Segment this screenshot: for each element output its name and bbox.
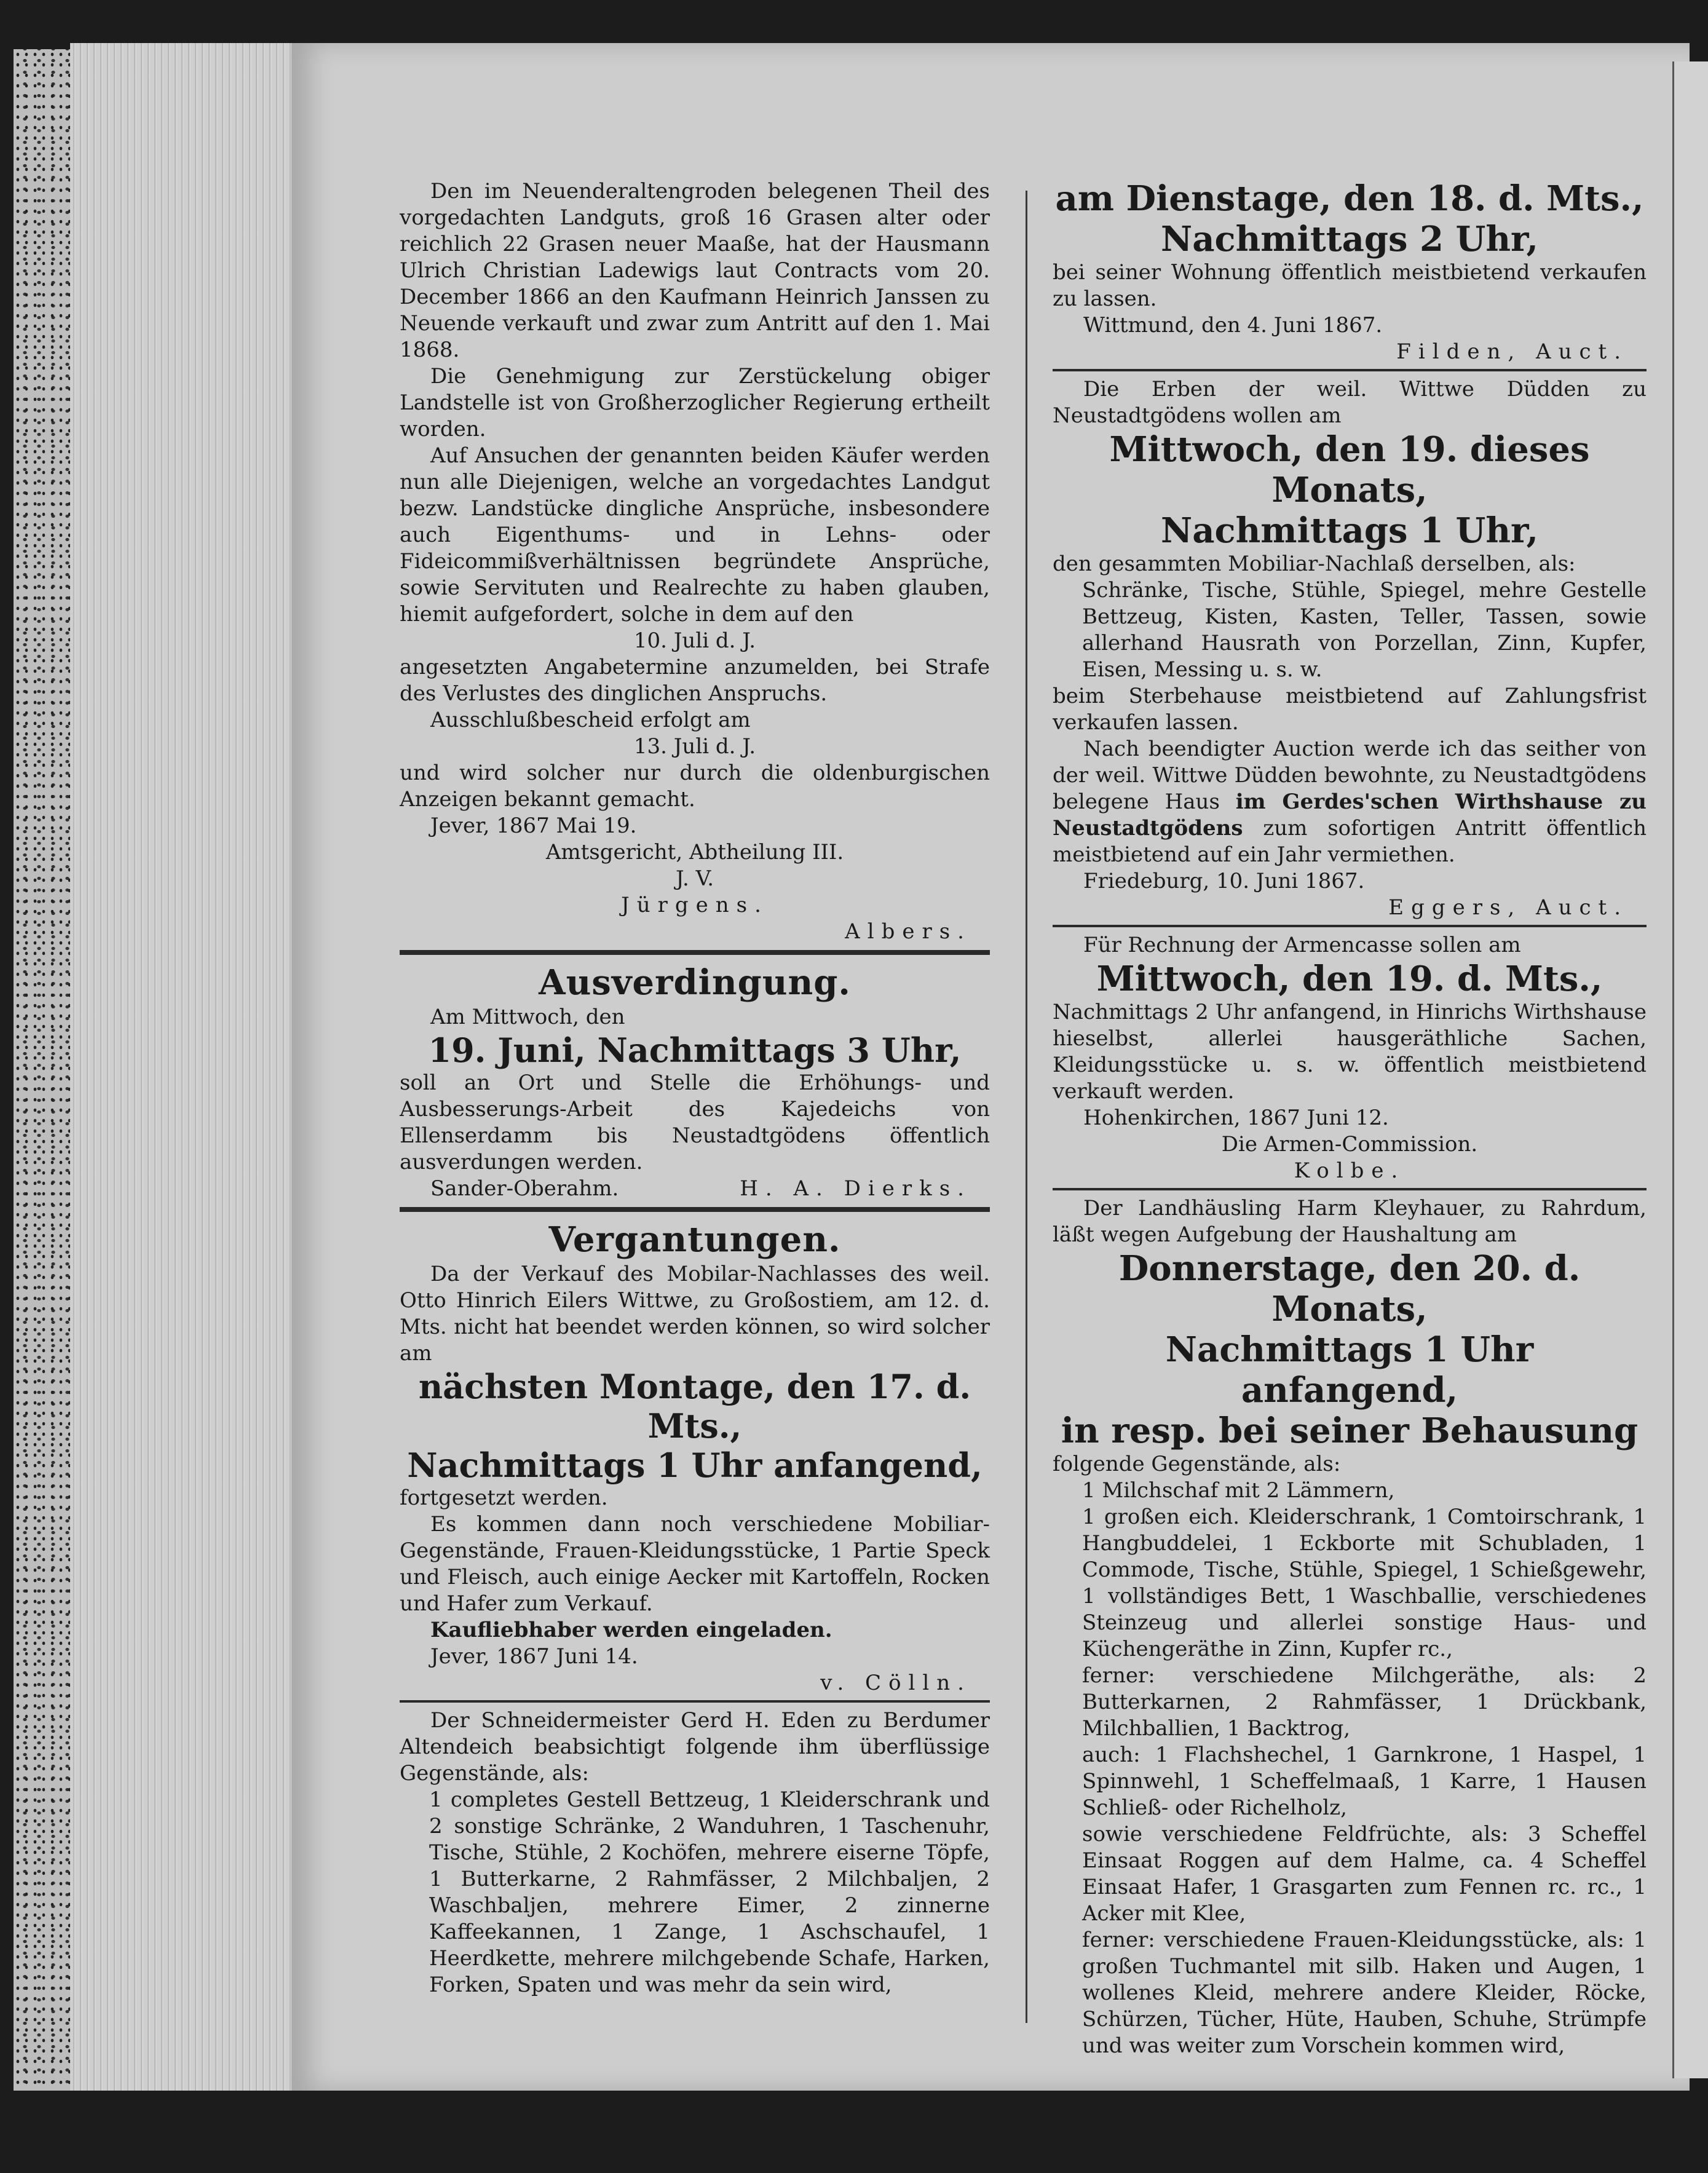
divider xyxy=(400,950,990,955)
divider xyxy=(400,1700,990,1703)
item-list: ferner: verschiedene Frauen-Kleidungsstücke, als: 1 großen Tuchmantel mit silb. Haken und Augen, 1 wollenes Kleid, mehrere andere Kleider, Röcke, Schürzen, Tücher, Hüte, Hauben, Schuhe, Strümpfe und was weiter zum Vorschein kommen wird, xyxy=(1082,1928,1647,2058)
text: zum sofortigen Antritt öffentlich meistbietend auf ein Jahr vermiethen. xyxy=(1053,816,1647,867)
place-date: Jever, 1867 Mai 19. xyxy=(430,813,637,838)
divider xyxy=(400,1207,990,1212)
signature: Eggers, Auct. xyxy=(1388,895,1628,920)
item-list: auch: 1 Flachshechel, 1 Garnkrone, 1 Haspel, 1 Spinnwehl, 1 Scheffelmaaß, 1 Karre, 1 Hausen Schließ- oder Richelholz, xyxy=(1082,1743,1647,1820)
event-location: in resp. bei seiner Behausung xyxy=(1061,1411,1639,1451)
event-time: Nachmittags 1 Uhr, xyxy=(1161,510,1538,551)
right-column xyxy=(1053,178,1647,2059)
item-list: sowie verschiedene Feldfrüchte, als: 3 Scheffel Einsaat Roggen auf dem Halme, ca. 4 Scheffel Einsaat Hafer, 1 Grasgarten zum Fennen rc. rc., 1 Acker mit Klee, xyxy=(1082,1822,1647,1926)
signature: v. Cölln. xyxy=(820,1671,971,1695)
place-date: Friedeburg, 10. Juni 1867. xyxy=(1083,869,1365,893)
paragraph: Für Rechnung der Armencasse sollen am xyxy=(1083,933,1521,957)
paragraph: Die Genehmigung zur Zerstückelung obiger Landstelle ist von Großherzoglicher Regierung ertheilt worden. xyxy=(400,364,990,441)
paragraph: soll an Ort und Stelle die Erhöhungs- und Ausbesserungs-Arbeit des Kajedeichs von Ellenserdamm bis Neustadtgödens öffentlich ausverdungen werden. xyxy=(400,1071,990,1174)
place-sign-line xyxy=(400,1176,990,1202)
court-name: Amtsgericht, Abtheilung III. xyxy=(545,840,844,865)
item-list: ferner: verschiedene Milchgeräthe, als: 2 Butterkarnen, 2 Rahmfässer, 1 Drückbank, Milchballien, 1 Backtrog, xyxy=(1082,1663,1647,1741)
commission: Die Armen-Commission. xyxy=(1221,1132,1478,1157)
signature: Jürgens. xyxy=(621,893,769,917)
event-time: Nachmittags 2 Uhr, xyxy=(1161,219,1538,259)
place-date: Wittmund, den 4. Juni 1867. xyxy=(1083,313,1383,338)
paragraph xyxy=(1053,736,1647,868)
paragraph: und wird solcher nur durch die oldenburgischen Anzeigen bekannt gemacht. xyxy=(400,761,990,812)
section-heading: Ausverdingung. xyxy=(539,962,851,1003)
paragraph: Auf Ansuchen der genannten beiden Käufer werden nun alle Diejenigen, welche an vorgedachtes Landgut bezw. Landstücke dingliche Ansprüche, insbesondere auch Eigenthums- und in Lehns- oder Fideicommißverhältnissen begründete Ansprüche, sowie Servituten und Realrechte zu haben glauben, hiemit aufgefordert, solche in dem auf den xyxy=(400,443,990,627)
signature: Filden, Auct. xyxy=(1396,339,1628,364)
item-list: 1 Milchschaf mit 2 Lämmern, xyxy=(1082,1478,1395,1503)
paragraph: den gesammten Mobiliar-Nachlaß derselben, als: xyxy=(1053,552,1576,576)
location-emphasis: im Gerdes'schen Wirthshause zu Neustadtgödens xyxy=(1053,790,1647,841)
notice-wittmund xyxy=(1053,178,1647,365)
event-date: Mittwoch, den 19. d. Mts., xyxy=(1096,959,1603,999)
item-list: Schränke, Tische, Stühle, Spiegel, mehre Gestelle Bettzeug, Kisten, Kasten, Teller, Tassen, sowie allerhand Hausrath von Porzellan, Zinn, Kupfer, Eisen, Messing u. s. w. xyxy=(1082,578,1647,682)
notice-eden xyxy=(400,1708,990,1998)
paragraph: Den im Neuenderaltengroden belegenen Theil des vorgedachten Landguts, groß 16 Grasen alter oder reichlich 22 Grasen neuer Maaße, hat der Hausmann Ulrich Christian Ladewigs laut Contracts vom 20. December 1866 an den Kaufmann Heinrich Janssen zu Neuende verkauft und zwar zum Antritt auf den 1. Mai 1868. xyxy=(400,179,990,362)
paragraph: folgende Gegenstände, als: xyxy=(1053,1452,1341,1476)
event-time: Nachmittags 1 Uhr anfangend, xyxy=(407,1446,982,1485)
signature: H. A. Dierks. xyxy=(740,1176,971,1201)
notice-landgut xyxy=(400,178,990,945)
signature: Albers. xyxy=(845,919,971,944)
page-stack xyxy=(70,43,291,2091)
paragraph: Ausschlußbescheid erfolgt am xyxy=(430,708,751,732)
paragraph: angesetzten Angabetermine anzumelden, bei Strafe des Verlustes des dinglichen Anspruchs. xyxy=(400,655,990,706)
event-date: Mittwoch, den 19. dieses Monats, xyxy=(1109,429,1590,510)
place: Sander-Oberahm. xyxy=(430,1176,619,1201)
facing-page-edge xyxy=(1672,61,1708,2078)
signature: Kolbe. xyxy=(1294,1158,1406,1183)
in-vertretung: J. V. xyxy=(675,866,714,891)
divider xyxy=(1053,1188,1647,1190)
notice-armencasse xyxy=(1053,932,1647,1184)
paragraph: Die Erben der weil. Wittwe Düdden zu Neustadtgödens wollen am xyxy=(1053,377,1647,428)
item-list: 1 großen eich. Kleiderschrank, 1 Comtoirschrank, 1 Hangbuddelei, 1 Eckborte mit Schubladen, 1 Commode, Tische, Stühle, Spiegel, 1 Schießgewehr, 1 vollständiges Bett, 1 Waschballie, verschiedenes Steinzeug und allerlei sonstige Haus- und Küchengeräthe in Zinn, Kupfer rc., xyxy=(1082,1505,1647,1661)
event-date: am Dienstage, den 18. d. Mts., xyxy=(1055,178,1644,219)
event-date: 19. Juni, Nachmittags 3 Uhr, xyxy=(428,1031,962,1070)
paragraph: Der Schneidermeister Gerd H. Eden zu Berdumer Altendeich beabsichtigt folgende ihm überflüssige Gegenstände, als: xyxy=(400,1708,990,1786)
paragraph: Der Landhäusling Harm Kleyhauer, zu Rahrdum, läßt wegen Aufgebung der Haushaltung am xyxy=(1053,1196,1647,1247)
place-date: Hohenkirchen, 1867 Juni 12. xyxy=(1083,1106,1389,1130)
left-column xyxy=(400,178,990,1998)
book-edge-speckled xyxy=(14,49,70,2091)
paragraph: Kaufliebhaber werden eingeladen. xyxy=(430,1618,832,1642)
text: Nach beendigter Auction werde ich das seither von der weil. Wittwe Düdden bewohnte, zu Neustadtgödens belegene Haus xyxy=(1053,737,1647,814)
paragraph: Da der Verkauf des Mobilar-Nachlasses des weil. Otto Hinrich Eilers Wittwe, zu Großostiem, am 12. d. Mts. nicht hat beendet werden können, so wird solcher am xyxy=(400,1262,990,1366)
deadline-date: 13. Juli d. J. xyxy=(633,734,756,759)
paragraph: beim Sterbehause meistbietend auf Zahlungsfrist verkaufen lassen. xyxy=(1053,684,1647,735)
event-time: Nachmittags 1 Uhr anfangend, xyxy=(1165,1329,1534,1411)
notice-ausverdingung xyxy=(400,961,990,1202)
paragraph: Am Mittwoch, den xyxy=(430,1005,625,1029)
place-date: Jever, 1867 Juni 14. xyxy=(430,1644,638,1669)
column-divider xyxy=(1026,191,1027,2023)
event-date: nächsten Montage, den 17. d. Mts., xyxy=(418,1367,971,1446)
paragraph: Nachmittags 2 Uhr anfangend, in Hinrichs Wirthshause hieselbst, allerlei hausgeräthliche Sachen, Kleidungsstücke u. s. w. öffentlich meistbietend verkauft werden. xyxy=(1053,1000,1647,1104)
section-heading: Vergantungen. xyxy=(548,1219,841,1260)
event-date: Donnerstage, den 20. d. Monats, xyxy=(1118,1248,1581,1329)
notice-kleyhauer xyxy=(1053,1195,1647,2059)
divider xyxy=(1053,369,1647,371)
paragraph: fortgesetzt werden. xyxy=(400,1486,608,1510)
paragraph: bei seiner Wohnung öffentlich meistbietend verkaufen zu lassen. xyxy=(1053,260,1647,311)
divider xyxy=(1053,925,1647,927)
item-list: 1 completes Gestell Bettzeug, 1 Kleiderschrank und 2 sonstige Schränke, 2 Wanduhren, 1 Taschenuhr, Tische, Stühle, 2 Kochöfen, mehrere eiserne Töpfe, 1 Butterkarne, 2 Rahmfässer, 2 Milchbaljen, 2 Waschbaljen, mehrere Eimer, 2 zinnerne Kaffeekannen, 1 Zange, 1 Aschschaufel, 1 Heerdkette, mehrere milchgebende Schafe, Harken, Forken, Spaten und was mehr da sein wird, xyxy=(429,1787,990,1997)
paragraph: Es kommen dann noch verschiedene Mobiliar-Gegenstände, Frauen-Kleidungsstücke, 1 Partie Speck und Fleisch, auch einige Aecker mit Kartoffeln, Rocken und Hafer zum Verkauf. xyxy=(400,1512,990,1616)
notice-vergantungen xyxy=(400,1218,990,1696)
notice-duedden xyxy=(1053,376,1647,921)
deadline-date: 10. Juli d. J. xyxy=(633,628,756,653)
